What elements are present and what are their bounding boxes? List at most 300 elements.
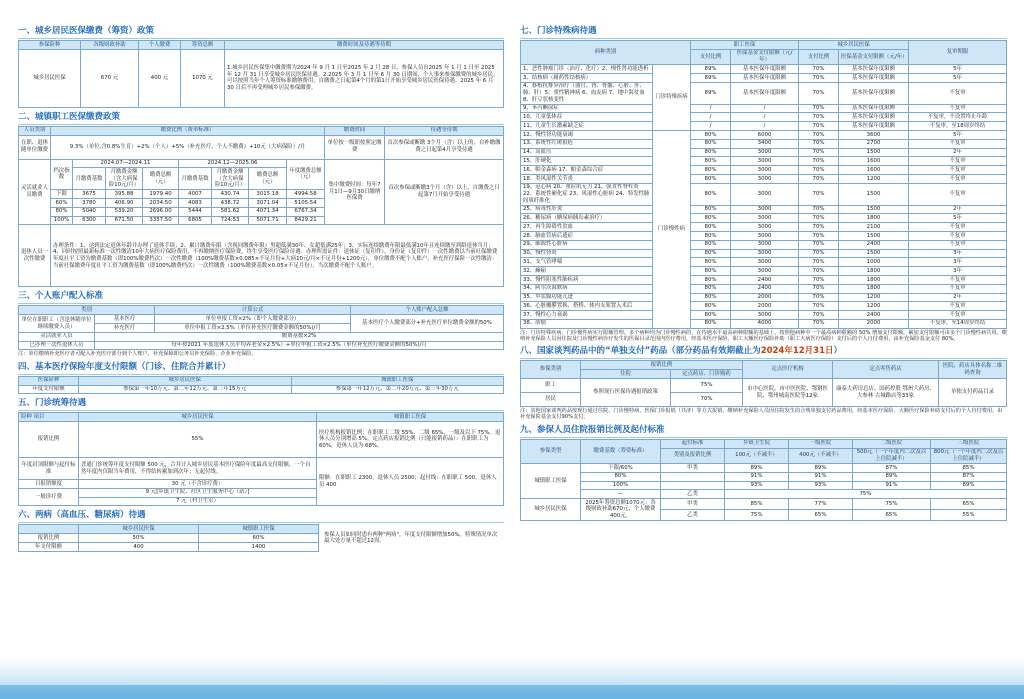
cell: 80% xyxy=(691,249,731,258)
section-1-title: 一、城乡居民医保缴费（筹资）政策 xyxy=(18,25,504,39)
cell: 退休人员一次性缴费 xyxy=(19,225,51,287)
th: 定点药店、门诊购药 xyxy=(671,370,743,379)
cell: 80% xyxy=(691,302,731,311)
th: 400元（不减半） xyxy=(789,448,853,463)
cell xyxy=(661,472,725,481)
cell-disease: 25、病毒性肝炎 xyxy=(521,205,653,214)
cell: 不复审 xyxy=(909,311,1007,320)
cell: 438.72 xyxy=(212,199,249,208)
cell: 2034.50 xyxy=(143,199,179,208)
cell: 1070 元 xyxy=(181,49,225,107)
th: 城乡居民医保 xyxy=(79,413,317,422)
th-insurance: 参保险种 xyxy=(19,41,81,50)
cell-disease: 14、高血压 xyxy=(521,148,653,157)
th: 医保基金支付限额（元/年） xyxy=(839,49,909,64)
cell: 参保第一年10万元、第二年12万元、第三年15万元 xyxy=(79,385,292,394)
cell: 2700 xyxy=(839,139,909,148)
table-annual-limit xyxy=(18,376,504,395)
cell: 参保人员如同时患有两种"两病"，年度支付限额增加50%。特殊情况单次最大处方量不超过12周。 xyxy=(324,531,498,545)
cell: 1800 xyxy=(839,267,909,276)
th: 个人账户配入总额 xyxy=(351,306,504,315)
th: 支付比例 xyxy=(691,49,731,64)
table-row xyxy=(521,131,1007,140)
cell: 670 元 xyxy=(81,49,139,107)
cell: 3000 xyxy=(731,214,799,223)
cell-disease: 10、儿童低体症 xyxy=(521,113,653,122)
section-6-title: 六、两病（高血压、糖尿病）待遇 xyxy=(18,509,504,523)
cell: 80% xyxy=(51,207,73,216)
table-row xyxy=(521,183,1007,205)
cell: 80% xyxy=(691,267,731,276)
cell: 30 元（不含诊疗费） xyxy=(79,480,317,489)
cell: 每年按2021 年度退休人员平均养老金×2.5%）+单位申报工资×2.5%（单位补充医疗缴费金额的50%)/月 xyxy=(95,341,504,350)
th: 城镇职工医保 xyxy=(317,413,504,422)
section-3-title: 三、个人账户配入标准 xyxy=(18,290,504,304)
cell: 50% xyxy=(79,534,199,543)
cell: 在职、退休随单位缴费 xyxy=(19,135,51,159)
cell: / xyxy=(731,104,799,113)
cell: 3357.50 xyxy=(143,216,179,225)
cell: 乙类 xyxy=(661,490,725,499)
cell: 89% xyxy=(789,463,853,472)
cell: 1.城乡居民医保集中缴费期为2024 年 9 月 1 日至2025 年 2 月 28 日，参保人员自2025 年 1 月 1 日至 2025 年 12 月 31 日享受城乡居民医保待遇。2.2025 年 3 月 1 日至 6 月 30 日期间，个人事来参保缴费的城乡居民，可以按照当年个人筹资标准缴纳费用，自缴费之日起第4个月的第1日开始享受城乡居民医保待遇。2025 年 6 月 30 日后不再受理城乡居民参保缴费。 xyxy=(225,49,504,107)
cell: 70% xyxy=(799,183,839,205)
cell: 80% xyxy=(691,131,731,140)
table-row xyxy=(521,249,1007,258)
cell: 80% xyxy=(581,472,661,481)
cell: 参照现行医保待遇报销政策 xyxy=(581,379,671,407)
cell: 55% xyxy=(931,510,1007,521)
cell-disease: 4、移植抗排异治疗（器官、肾、骨髓、心脏、肝、肺、肝）5、重性精神病 6、血友病 7、地中海贫血 8、肝豆状核变性 xyxy=(521,82,653,104)
th: 缴费基数（筹资标准） xyxy=(581,439,661,463)
cell: 60% xyxy=(199,534,319,543)
cell: 年度支付限额 xyxy=(19,385,79,394)
left-column xyxy=(18,22,504,552)
cell: 89% xyxy=(691,65,731,74)
cell: 80% xyxy=(691,183,731,205)
th: 医院、药店具体名称二维码查询 xyxy=(939,361,1007,379)
table-row xyxy=(521,174,1007,183)
th: 计算公式 xyxy=(155,306,351,315)
cell: 70% xyxy=(799,293,839,302)
cell: 3000 xyxy=(731,148,799,157)
cell: 基本医保年度限额 xyxy=(839,104,909,113)
cell: 2025年筹资总额1070元：各级财政补助670元；个人缴费400元。 xyxy=(581,499,661,521)
cell-disease: 32、癫痫 xyxy=(521,267,653,276)
cell: 一般诊疗费 xyxy=(19,488,79,506)
cell: 70% xyxy=(799,139,839,148)
cell: 75% xyxy=(725,510,789,521)
cell: 2400 xyxy=(839,311,909,320)
cell: 4071.34 xyxy=(249,207,287,216)
table-row xyxy=(521,267,1007,276)
cell: 1500 xyxy=(839,148,909,157)
cell: 1400 xyxy=(199,543,319,552)
cell: 3000 xyxy=(731,232,799,241)
cell: 80% xyxy=(691,258,731,267)
cell: 80% xyxy=(691,284,731,293)
cell: 月缴费基数 xyxy=(73,168,106,190)
th: 定点医疗机构 xyxy=(743,361,833,379)
cell: 70% xyxy=(799,205,839,214)
th: 职工医保 xyxy=(691,41,799,50)
cell: 不复审 xyxy=(909,275,1007,284)
cell: 3000 xyxy=(731,267,799,276)
table-row xyxy=(521,122,1007,131)
cell: 70% xyxy=(799,214,839,223)
cell: 70% xyxy=(799,148,839,157)
table-row xyxy=(521,240,1007,249)
cell: 2000 xyxy=(731,293,799,302)
th: 待遇等待期 xyxy=(385,126,504,135)
th-diag xyxy=(19,413,79,422)
th-total: 筹资总额 xyxy=(181,41,225,50)
cell: 不复审 xyxy=(909,157,1007,166)
cell: 城乡居民医保 xyxy=(521,499,581,521)
cell-disease: 31、支气管哮喘 xyxy=(521,258,653,267)
th: 医保基金支付限额（元/年） xyxy=(731,49,799,64)
cell: 3400 xyxy=(731,139,799,148)
cell: 2000 xyxy=(839,319,909,328)
cell: 基本医保年度限额 xyxy=(839,73,909,82)
cell: 单独支付药品目录 xyxy=(939,379,1007,407)
cell: 400 元 xyxy=(139,49,181,107)
cell: 2024.07—2024.11 xyxy=(73,159,179,168)
cell: 2年 xyxy=(909,293,1007,302)
cell: 康泰大药房总店、国药控股 鄂州大药房、大参林 古城路店等33家 xyxy=(833,379,939,407)
cell: 70% xyxy=(799,104,839,113)
th: 缴费比例（费率标准） xyxy=(51,126,325,135)
table-row xyxy=(521,157,1007,166)
th: 一级医院 xyxy=(789,439,853,448)
cell xyxy=(661,481,725,490)
cell: 3年 xyxy=(909,249,1007,258)
th: 城镇职工医保 xyxy=(291,376,504,385)
cell: 80% xyxy=(691,166,731,175)
cell: 不复审 xyxy=(909,104,1007,113)
cell: 1979.40 xyxy=(143,190,179,199)
cell: 5年 xyxy=(909,73,1007,82)
cell: 甲类 xyxy=(661,463,725,472)
cell: 乙类 xyxy=(661,510,725,521)
cell: 87% xyxy=(931,472,1007,481)
cell: 单位申报工资×2.5%（单位补充医疗缴费金额的50%)/月 xyxy=(155,324,351,333)
table-negotiated-drugs xyxy=(520,360,1007,407)
cell: 70% xyxy=(799,284,839,293)
table-hospitalization xyxy=(520,439,1007,521)
th: 乡镇卫生院 xyxy=(725,439,789,448)
section-7-title: 七、门诊特殊病待遇 xyxy=(520,25,1007,39)
cell: 65% xyxy=(789,510,853,521)
cell: 集中缴费时间：每年7月1日—9月30日缴纳医保费 xyxy=(325,159,385,225)
th: 报销比例 xyxy=(581,361,743,370)
cell: 5444 xyxy=(179,207,212,216)
cell: 4083 xyxy=(179,199,212,208)
cell: 3675 xyxy=(73,190,106,199)
cell: 城镇职工医保 xyxy=(521,463,581,498)
cell: 1600 xyxy=(839,166,909,175)
cell: 1200 xyxy=(839,302,909,311)
cell: 3071.04 xyxy=(249,199,287,208)
cell: 3015.18 xyxy=(249,190,287,199)
cell: 单位申报工资×2%（即个人缴费部分） xyxy=(155,315,351,324)
cell: 430.74 xyxy=(212,190,249,199)
cell-disease: 33、慢性阻塞性肺疾病 xyxy=(521,275,653,284)
cell: 70% xyxy=(799,174,839,183)
th: 参保类型 xyxy=(521,439,581,463)
cell: 70% xyxy=(799,223,839,232)
cell: 80% xyxy=(691,293,731,302)
cell: 1600 xyxy=(839,157,909,166)
cell: 70% xyxy=(799,166,839,175)
cell: 5040 xyxy=(73,207,106,216)
cell: 3000 xyxy=(731,174,799,183)
cell: 3000 xyxy=(731,249,799,258)
cell-disease: 1、恶性肿瘤门诊（治疗、化疗）2、慢性肾功能透析 xyxy=(521,65,653,74)
cell-disease: 28、脑血管病后遗症 xyxy=(521,232,653,241)
table-row xyxy=(521,284,1007,293)
cell: 60% xyxy=(51,199,73,208)
cell: 2400 xyxy=(839,240,909,249)
cell: 不复审 xyxy=(909,284,1007,293)
cell-group-chronic: 门诊慢性病 xyxy=(653,131,691,329)
cell: 65% xyxy=(853,510,931,521)
cell: 基本医保年度限额 xyxy=(839,82,909,104)
cell: 80% xyxy=(691,174,731,183)
cell: 93% xyxy=(789,481,853,490)
cell-disease: 11、儿童生长激素缺乏症 xyxy=(521,122,653,131)
cell: 3000 xyxy=(731,223,799,232)
cell: 基本医保年度限额 xyxy=(839,65,909,74)
cell: 1800 xyxy=(839,284,909,293)
cell: 居民 xyxy=(521,393,581,407)
cell: 参保第一年12万元、第二年20万元、第三年30万元 xyxy=(291,385,504,394)
cell-disease: 16、帕金森病 17、帕金森综合症 xyxy=(521,166,653,175)
cell: 89% xyxy=(853,472,931,481)
cell: / xyxy=(691,113,731,122)
cell: 普通门诊统筹年度支付限额 500 元，合并计入城乡居民基本医疗保险年度最高支付限额，一个自然年度内仅限当年费用，不得结转累加到次年；无起付线。 xyxy=(79,458,317,480)
cell: 80% xyxy=(691,148,731,157)
section-8-title xyxy=(520,345,1007,359)
cell: 80% xyxy=(691,311,731,320)
th: 城乡居民医保 xyxy=(79,376,292,385)
table-row xyxy=(521,232,1007,241)
cell: 4007 xyxy=(179,190,212,199)
cell: 1800 xyxy=(839,214,909,223)
cell: 581.62 xyxy=(212,207,249,216)
cell: 1500 xyxy=(839,183,909,205)
section-5-title: 五、门诊统筹待遇 xyxy=(18,397,504,411)
table-outpatient-pooling xyxy=(18,412,504,506)
cell: 市中心医院、市中医医院、鄂钢医院、鄂州城南医院等12家 xyxy=(743,379,833,407)
th-personal: 个人缴费 xyxy=(139,41,181,50)
cell: 3年 xyxy=(909,258,1007,267)
cell: 80% xyxy=(691,240,731,249)
cell: 缴费总额（元） xyxy=(143,168,179,190)
cell: 93% xyxy=(725,481,789,490)
footer-wave-band xyxy=(0,685,1024,699)
cell: 不复审 xyxy=(909,139,1007,148)
cell: / xyxy=(691,104,731,113)
cell: 70% xyxy=(799,319,839,328)
cell: 5年 xyxy=(909,65,1007,74)
cell: 75% xyxy=(725,490,1007,499)
cell: 首次参保或断缴3个月（含）以上，自缴费之日起第7月开始享受待遇 xyxy=(385,159,504,225)
table-row xyxy=(521,148,1007,157)
th: 800元（一个年度内二次及以上住院减半） xyxy=(931,448,1007,463)
cell: 年度缴费总额（元） xyxy=(287,159,325,190)
cell: 70% xyxy=(799,65,839,74)
table-employee-contribution xyxy=(18,126,504,288)
cell: 85% xyxy=(725,499,789,510)
cell: 80% xyxy=(691,139,731,148)
cell: 70% xyxy=(799,311,839,320)
th: 三级医院 xyxy=(931,439,1007,448)
cell: 不复审，至18周岁终结 xyxy=(909,122,1007,131)
table-row xyxy=(521,319,1007,328)
table-row xyxy=(521,205,1007,214)
th: 人员类别 xyxy=(19,126,51,135)
table-personal-account xyxy=(18,305,504,350)
cell-disease: 37、慢性心力衰竭 xyxy=(521,311,653,320)
cell: 基本医保年度限额 xyxy=(839,122,909,131)
th: 缴费时间 xyxy=(325,126,385,135)
cell-disease: 19、冠心病 20、重症肌无力 21、强直性脊柱炎 22、系统性硬化症 23、风湿性心脏病 24、特发性肺间质纤维化 xyxy=(521,183,653,205)
th: 定点零售药店 xyxy=(833,361,939,379)
cell: 9 元[乡镇卫生院、社区卫生服务中心（站）] xyxy=(79,488,317,497)
cell: 70% xyxy=(799,275,839,284)
th: 500元（一个年度内二次及以上住院减半） xyxy=(853,448,931,463)
cell: 不复审 xyxy=(909,302,1007,311)
cell: 80% xyxy=(691,205,731,214)
cell: 80% xyxy=(691,319,731,328)
cell: 档次指数 xyxy=(51,159,73,190)
cell-disease: 15、肝硬化 xyxy=(521,157,653,166)
cell: 不复审 xyxy=(909,240,1007,249)
cell: 3年 xyxy=(909,267,1007,276)
table-row xyxy=(521,166,1007,175)
cell: 职工 xyxy=(521,379,581,393)
cell: 不复审 xyxy=(909,232,1007,241)
cell: 70% xyxy=(799,73,839,82)
cell: 3000 xyxy=(731,240,799,249)
th: 支付比例 xyxy=(799,49,839,64)
th: 参保类别 xyxy=(521,361,581,379)
th-item: 项目 xyxy=(33,413,45,420)
th: 类别及报销比例 xyxy=(661,448,725,463)
th-blank xyxy=(19,525,79,534)
section-2-title: 二、城镇职工医保缴费政策 xyxy=(18,111,504,125)
cell: 2400 xyxy=(731,275,799,284)
cell: 89% xyxy=(691,73,731,82)
th-subsidy: 各级财政补助 xyxy=(81,41,139,50)
table-row xyxy=(521,104,1007,113)
cell: 已办理一次性退休人员 xyxy=(19,341,95,350)
section-8-title-date: 2024年12月31日 xyxy=(760,346,834,357)
cell: 91% xyxy=(789,472,853,481)
section-9-title: 九、参保人员住院报销比例及起付标准 xyxy=(520,424,1007,438)
cell: 91% xyxy=(725,472,789,481)
cell: 6000 xyxy=(731,131,799,140)
cell: 1500 xyxy=(839,232,909,241)
cell: 89% xyxy=(725,463,789,472)
table-row xyxy=(521,293,1007,302)
cell: 3000 xyxy=(731,166,799,175)
cell: 缴费总额（元） xyxy=(249,168,287,190)
cell: 70% xyxy=(799,113,839,122)
th-time: 缴费时间及待遇等待期 xyxy=(225,41,504,50)
cell: 70% xyxy=(799,258,839,267)
cell: 4000 xyxy=(731,319,799,328)
cell-disease: 18、类风湿性关节炎 xyxy=(521,174,653,183)
cell: 70% xyxy=(799,122,839,131)
cell: 100% xyxy=(581,481,661,490)
cell: 3000 xyxy=(731,311,799,320)
cell: 限额：在职职工 2300，退休人员 2500；起付线：在职职工 500，退休人员 400 xyxy=(317,458,504,506)
cell: 办理条件：1、达到法定退休年龄并办理了退休手续；2、累计缴费年限（含视同缴费年限）男超低满30年、女超低满25年；3、实际连续缴费年限最低满10年且连续缴至到龄退休当月；4、同时按照最新标准一次性缴清10年大病医疗保险费用，不再缴纳医疗保险费，终生享受医疗保险待遇。办理所需证件：退休证（复印件）、身份证（复印件）一次性缴费以当前社保缴费年度社平工资为缴费基数（即100%缴费档次）一次性缴费（100%缴费基数×0.085×不足月份+大病10元/月×不足月份+1200元），单位缴费不配个人账户。补充医疗保险一次性缴清：当前社保缴费年度社平工资为缴费基数（即100%缴费档次）一次性缴费（100%缴费基数×0.05×不足月份），当次缴费不配个人账户。 xyxy=(51,225,504,287)
cell: 2年 xyxy=(909,205,1007,214)
cell: 2024.12—2025.06 xyxy=(179,159,287,168)
cell: 医疗机构报销比例：在职职工二级 55%、二级 65%、一级及以下 75%。退休人员分别增高 5%。定点药店报销比例（只能报销药品）：在职职工为 60%，退休人员为 68%。 xyxy=(317,422,504,458)
cell: 报销比例 xyxy=(19,422,79,458)
cell: 年度封顶限额与起付标准 xyxy=(19,458,79,480)
cell: 不复审，至14周岁终结 xyxy=(909,319,1007,328)
cell: 1500 xyxy=(839,205,909,214)
th: 城镇职工医保 xyxy=(199,525,319,534)
cell: 月缴费基数 xyxy=(179,168,212,190)
cell: 406.90 xyxy=(106,199,143,208)
cell: 395.88 xyxy=(106,190,143,199)
th: 城乡居民医保 xyxy=(79,525,199,534)
table-resident-contribution xyxy=(18,40,504,108)
cell: 不复审 xyxy=(909,223,1007,232)
cell: 89% xyxy=(931,481,1007,490)
cell: 3000 xyxy=(731,157,799,166)
cell: 基本医疗 xyxy=(95,315,155,324)
cell-disease: 38、肪瘤 xyxy=(521,319,653,328)
table-row xyxy=(521,214,1007,223)
cell: 7 元（村卫生室） xyxy=(79,497,317,506)
cell: 85% xyxy=(931,463,1007,472)
cell: 3000 xyxy=(731,205,799,214)
cell: 1800 xyxy=(839,275,909,284)
cell: 539.20 xyxy=(106,207,143,216)
cell: 不复审，不设置终止年龄 xyxy=(909,113,1007,122)
cell: 3000 xyxy=(731,258,799,267)
th: 复审期限 xyxy=(909,41,1007,65)
cell-disease: 30、慢性肾炎 xyxy=(521,249,653,258)
cell: 6300 xyxy=(73,216,106,225)
cell: 不复审 xyxy=(909,82,1007,104)
cell: 单位在职职工（含退休随单位继续缴费人员） xyxy=(19,315,95,333)
cell: 70% xyxy=(799,302,839,311)
cell: 报销比例 xyxy=(19,534,79,543)
cell: 2年 xyxy=(909,148,1007,157)
cell: 9.3%（单位,含0.8%生育）+2%（个人）+5%（补充医疗，个人不缴费）+10元（大病保险）/月 xyxy=(51,135,325,159)
cell: 5年 xyxy=(909,214,1007,223)
cell: 80% xyxy=(691,232,731,241)
th: 二级医院 xyxy=(853,439,931,448)
cell: 1500 xyxy=(839,249,909,258)
table-row xyxy=(521,302,1007,311)
cell: 1000 xyxy=(839,258,909,267)
cell: 70% xyxy=(799,249,839,258)
cell: — xyxy=(581,490,661,499)
section-7-note: 注：门诊特殊疾病、门诊慢性病实行限额管理。多个病种均为门诊慢性病的，在待遇水平最高病种限额的基础上，按照他病种中一个最高病种限额的 50% 增加支付限额，累加支付限额可由多个门诊慢性病共用。缴纳补充保险人员因住院及门诊慢性病诊疗发生的医保目录范围内医疗费用，经基本医疗保险、职工大额医疗保险补助（职工大病医疗保险）支付后的个人自付费用，由补充保险基金支付 80%。 xyxy=(520,329,1007,343)
th: 住院 xyxy=(581,370,671,379)
cell: 不复审 xyxy=(909,166,1007,175)
section-8-title-c: ） xyxy=(833,346,843,357)
